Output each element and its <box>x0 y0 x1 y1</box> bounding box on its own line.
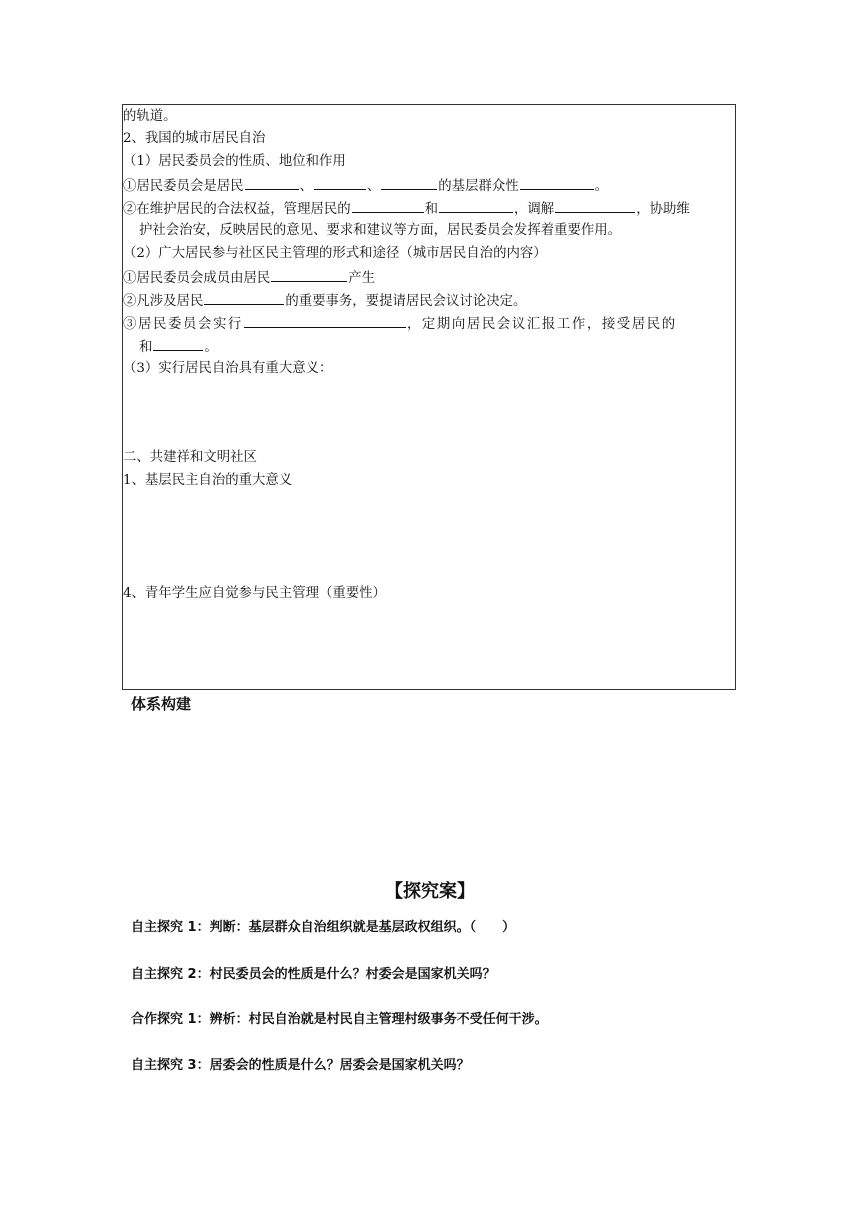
inquiry-question: 自主探究 3：居委会的性质是什么？居委会是国家机关吗？ <box>131 1058 470 1073</box>
text-fragment: 、 <box>366 179 381 194</box>
blank-line[interactable] <box>555 198 635 213</box>
text-line: 护社会治安，反映居民的意见、要求和建议等方面，居民委员会发挥着重要作用。 <box>139 223 622 238</box>
blank-line[interactable] <box>381 175 437 190</box>
subsection-heading: （1）居民委员会的性质、地位和作用 <box>123 154 346 169</box>
text-fragment: ①居民委员会是居民 <box>123 179 244 194</box>
text-line: 的轨道。 <box>123 109 177 124</box>
fill-in-line <box>139 336 218 358</box>
text-fragment: 的基层群众性 <box>438 179 519 194</box>
text-fragment: ，协助维 <box>636 202 690 217</box>
fill-in-line <box>123 198 690 220</box>
text-fragment: ②在维护居民的合法权益，管理居民的 <box>123 202 351 217</box>
study-guide-box <box>122 104 736 690</box>
text-fragment: 。 <box>204 340 218 355</box>
text-fragment: ，定期向居民会议汇报工作，接受居民的 <box>406 317 677 332</box>
text-fragment: 产生 <box>348 271 376 286</box>
subsection-heading: （3）实行居民自治具有重大意义： <box>123 361 333 376</box>
fill-in-line <box>123 313 677 335</box>
inquiry-question: 自主探究 1：判断：基层群众自治组织就是基层政权组织。（ ） <box>131 920 516 935</box>
section-heading: 2、我国的城市居民自治 <box>123 131 266 146</box>
section-heading: 二、共建祥和文明社区 <box>123 450 257 465</box>
subsection-heading: 1、基层民主自治的重大意义 <box>123 473 293 488</box>
text-fragment: 。 <box>594 179 609 194</box>
blank-line[interactable] <box>245 175 299 190</box>
blank-line[interactable] <box>204 290 284 305</box>
blank-line[interactable] <box>314 175 366 190</box>
text-fragment: ①居民委员会成员由居民 <box>123 271 271 286</box>
blank-line[interactable] <box>153 336 203 351</box>
text-fragment: ，调解 <box>514 202 555 217</box>
text-fragment: 、 <box>299 179 313 194</box>
text-fragment: ③居民委员会实行 <box>123 317 243 332</box>
system-construction-heading: 体系构建 <box>131 695 192 713</box>
fill-in-line <box>123 175 608 197</box>
subsection-heading: （2）广大居民参与社区民主管理的形式和途径（城市居民自治的内容） <box>123 246 547 261</box>
fill-in-line <box>123 290 526 312</box>
text-fragment: ②凡涉及居民 <box>123 294 204 309</box>
blank-line[interactable] <box>352 198 424 213</box>
inquiry-question: 合作探究 1：辨析：村民自治就是村民自主管理村级事务不受任何干涉。 <box>131 1012 548 1027</box>
fill-in-line <box>123 267 375 289</box>
text-fragment: 的重要事务，要提请居民会议讨论决定。 <box>285 294 527 309</box>
inquiry-title: 【探究案】 <box>385 881 475 902</box>
text-fragment: 和 <box>139 340 153 355</box>
text-fragment: 和 <box>424 202 439 217</box>
blank-line[interactable] <box>244 313 406 328</box>
blank-line[interactable] <box>520 175 594 190</box>
subsection-heading: 4、青年学生应自觉参与民主管理（重要性） <box>123 586 386 601</box>
blank-line[interactable] <box>439 198 513 213</box>
inquiry-question: 自主探究 2：村民委员会的性质是什么？村委会是国家机关吗？ <box>131 967 496 982</box>
blank-line[interactable] <box>271 267 347 282</box>
